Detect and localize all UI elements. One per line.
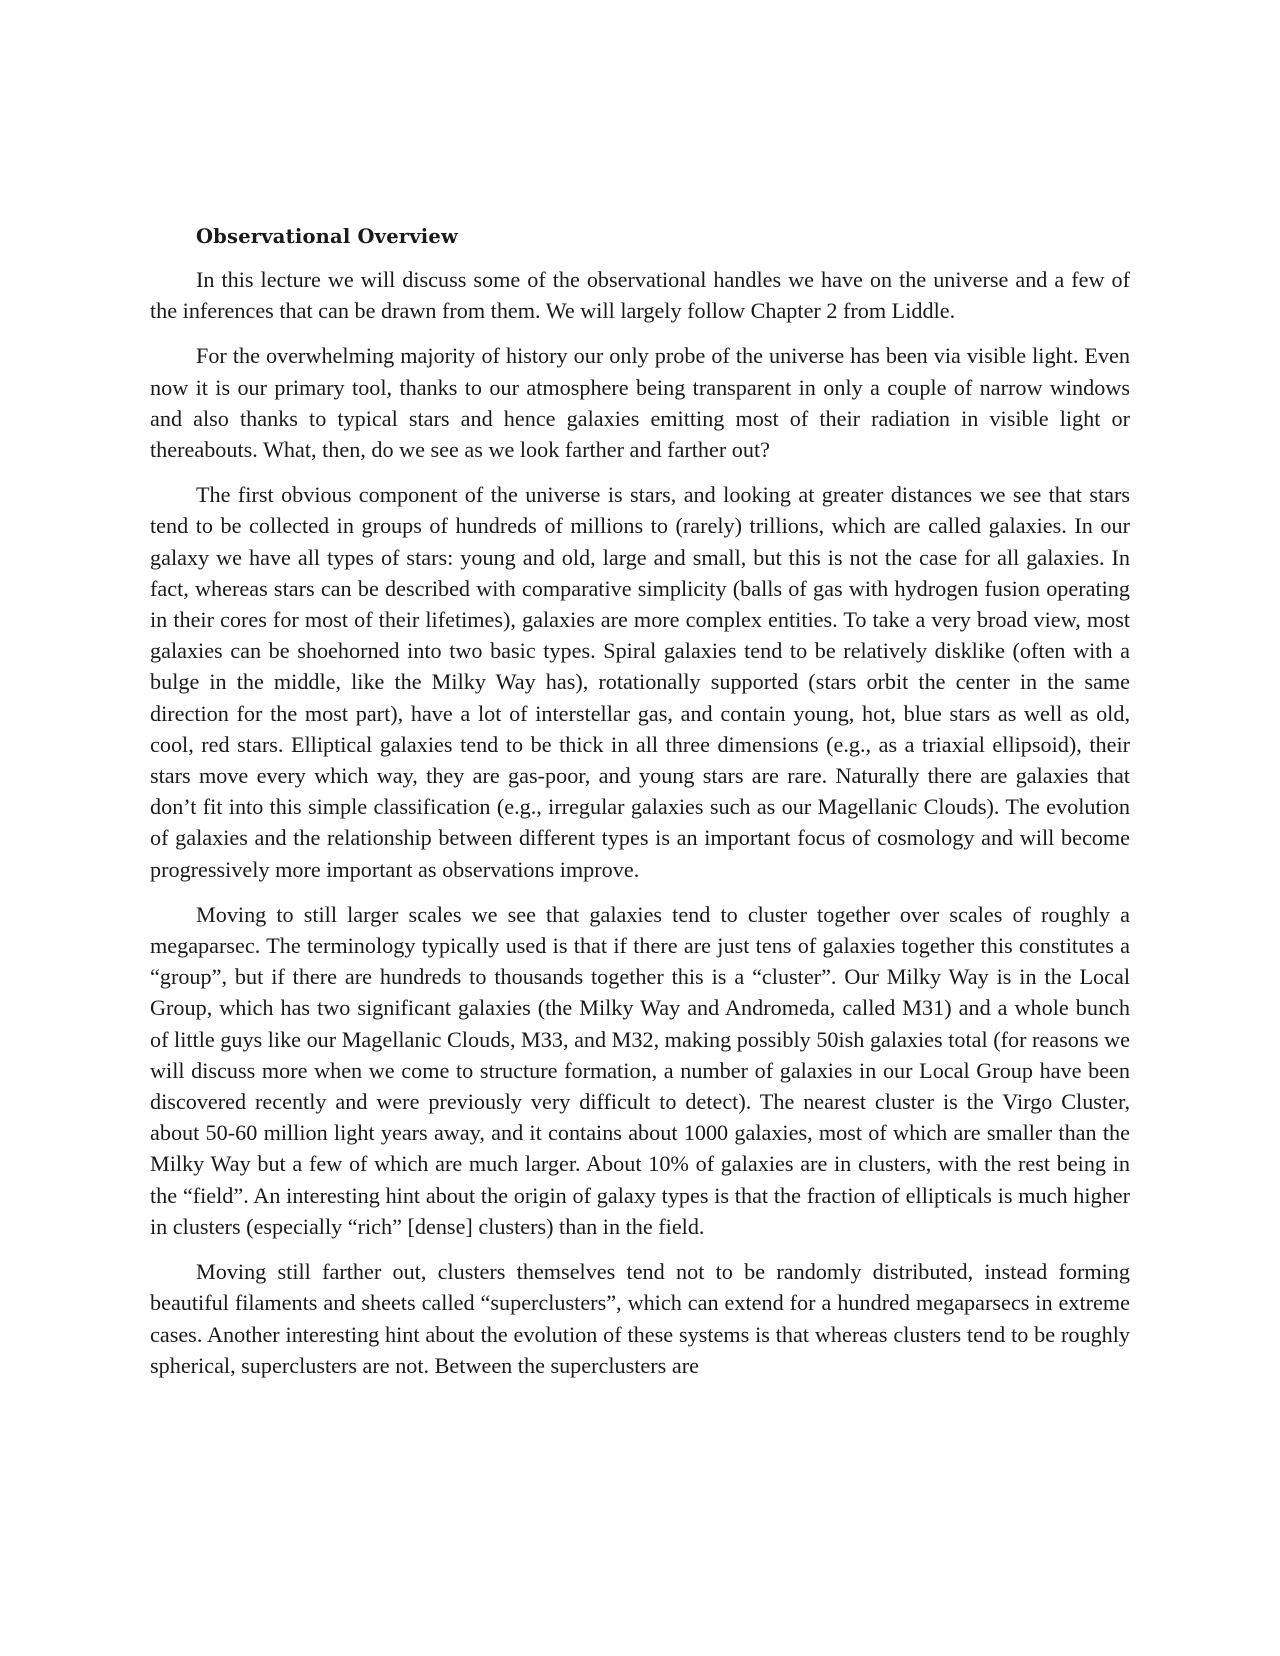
paragraph-intro: In this lecture we will discuss some of the observational handles we have on the universe and a few of the inferences that can be drawn from them. We will largely follow Chapter 2 from Liddle. bbox=[150, 267, 1130, 324]
paragraph-superclusters: Moving still farther out, clusters themselves tend not to be randomly distributed, instead forming beautiful filaments and sheets called “superclusters”, which can extend for a hundred megaparsecs in extreme cases. Another interesting hint about the evolution of these systems is that whereas clusters tend to be roughly spherical, superclusters are not. Between the superclusters are bbox=[150, 1259, 1130, 1378]
paragraph-visible-light: For the overwhelming majority of history our only probe of the universe has been via visible light. Even now it is our primary tool, thanks to our atmosphere being transparent in only a couple of narrow windows and also thanks to typical stars and hence galaxies emitting most of their radiation in visible light or thereabouts. What, then, do we see as we look farther and farther out? bbox=[150, 343, 1130, 463]
section-title: Observational Overview bbox=[196, 225, 459, 248]
document-page bbox=[150, 222, 1130, 1395]
paragraph-clusters: Moving to still larger scales we see that galaxies tend to cluster together over scales of roughly a megaparsec. The terminology typically used is that if there are just tens of galaxies together this constitutes a “group”, but if there are hundreds to thousands together this is a “cluster”. Our Milky Way is in the Local Group, which has two significant galaxies (the Milky Way and Andromeda, called M31) and a whole bunch of little guys like our Magellanic Clouds, M33, and M32, making possibly 50ish galaxies total (for reasons we will discuss more when we come to structure formation, a number of galaxies in our Local Group have been discovered recently and were previously very difficult to detect). The nearest cluster is the Virgo Cluster, about 50-60 million light years away, and it contains about 1000 galaxies, most of which are smaller than the Milky Way but a few of which are much larger. About 10% of galaxies are in clusters, with the rest being in the “field”. An interesting hint about the origin of galaxy types is that the fraction of ellipticals is much higher in clusters (especially “rich” [dense] clusters) than in the field. bbox=[150, 901, 1130, 1239]
paragraph-stars-galaxies: The first obvious component of the universe is stars, and looking at greater distances we see that stars tend to be collected in groups of hundreds of millions to (rarely) trillions, which are called galaxies. In our galaxy we have all types of stars: young and old, large and small, but this is not the case for all galaxies. In fact, whereas stars can be described with comparative simplicity (balls of gas with hydrogen fusion operating in their cores for most of their lifetimes), galaxies are more complex entities. To take a very broad view, most galaxies can be shoehorned into two basic types. Spiral galaxies tend to be relatively disklike (often with a bulge in the middle, like the Milky Way has), rotationally supported (stars orbit the center in the same direction for the most part), have a lot of interstellar gas, and contain young, hot, blue stars as well as old, cool, red stars. Elliptical galaxies tend to be thick in all three dimensions (e.g., as a triaxial ellipsoid), their stars move every which way, they are gas-poor, and young stars are rare. Naturally there are galaxies that don’t fit into this simple classification (e.g., irregular galaxies such as our Magellanic Clouds). The evolution of galaxies and the relationship between different types is an important focus of cosmology and will become progressively more important as observations improve. bbox=[150, 482, 1130, 882]
